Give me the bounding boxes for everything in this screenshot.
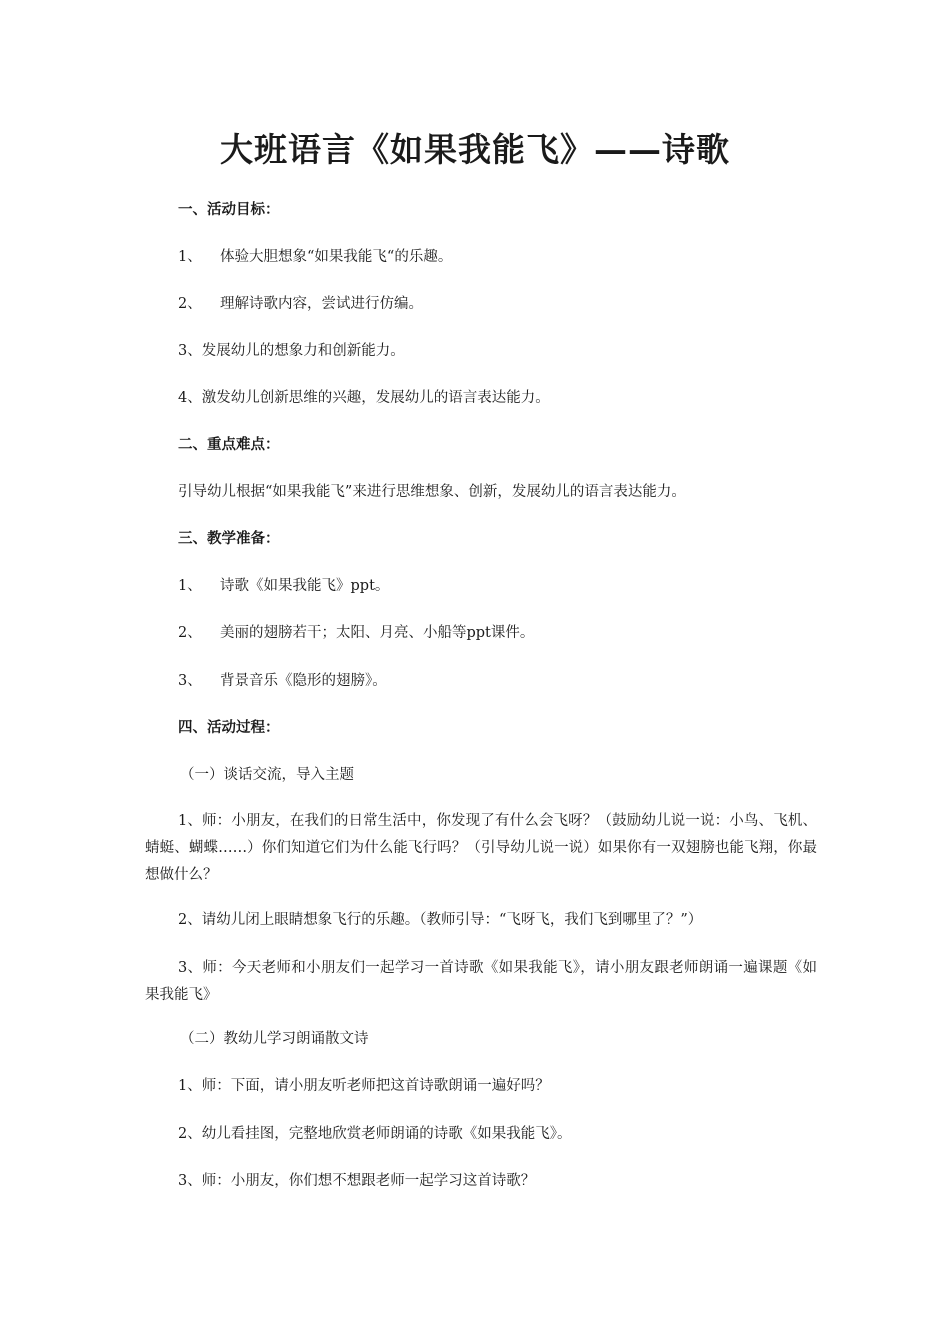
process-part1-heading: （一）谈话交流，导入主题 — [180, 767, 354, 783]
process-part1-paragraph-2: 2、请幼儿闭上眼睛想象飞行的乐趣。（教师引导：“飞呀飞，我们飞到哪里了？”） — [178, 912, 703, 928]
process-part2-paragraph-1: 1、师：下面，请小朋友听老师把这首诗歌朗诵一遍好吗？ — [178, 1078, 550, 1094]
process-part2-heading: （二）教幼儿学习朗诵散文诗 — [180, 1031, 369, 1047]
goal-item-3: 3、发展幼儿的想象力和创新能力。 — [178, 343, 405, 359]
preparation-item-1-number: 1、 — [178, 578, 202, 594]
goals-heading: 一、活动目标： — [178, 201, 280, 218]
preparation-item-2-text: 美丽的翅膀若干；太阳、月亮、小船等ppt课件。 — [220, 625, 535, 641]
goal-item-2-text: 理解诗歌内容，尝试进行仿编。 — [220, 296, 423, 312]
process-part2-paragraph-3: 3、师：小朋友，你们想不想跟老师一起学习这首诗歌？ — [178, 1173, 536, 1189]
preparation-heading: 三、教学准备： — [178, 530, 280, 547]
key-points-text: 引导幼儿根据“如果我能飞”来进行思维想象、创新，发展幼儿的语言表达能力。 — [178, 484, 686, 500]
preparation-item-3 — [178, 671, 387, 691]
preparation-item-1 — [178, 576, 389, 596]
goal-item-1 — [178, 247, 452, 267]
process-part2-paragraph-2: 2、幼儿看挂图，完整地欣赏老师朗诵的诗歌《如果我能飞》。 — [178, 1126, 572, 1142]
key-points-heading: 二、重点难点： — [178, 436, 280, 453]
process-heading: 四、活动过程： — [178, 719, 280, 736]
goal-item-2 — [178, 294, 423, 314]
document-title: 大班语言《如果我能飞》——诗歌 — [220, 130, 730, 169]
goal-item-4: 4、激发幼儿创新思维的兴趣，发展幼儿的语言表达能力。 — [178, 390, 550, 406]
goal-item-1-text: 体验大胆想象“如果我能飞“的乐趣。 — [220, 249, 453, 265]
preparation-item-2-number: 2、 — [178, 625, 202, 641]
preparation-item-3-number: 3、 — [178, 673, 202, 689]
process-part1-paragraph-1: 1、师：小朋友，在我们的日常生活中，你发现了有什么会飞呀？（鼓励幼儿说一说：小鸟、飞机、蜻蜓、蝴蝶……）你们知道它们为什么能飞行吗？（引导幼儿说一说）如果你有一双翅膀也能飞翔，你最想做什么？ — [145, 813, 817, 883]
goal-item-1-number: 1、 — [178, 249, 202, 265]
goal-item-2-number: 2、 — [178, 296, 202, 312]
process-part1-paragraph-3: 3、师：今天老师和小朋友们一起学习一首诗歌《如果我能飞》，请小朋友跟老师朗诵一遍课题《如果我能飞》 — [145, 960, 817, 1003]
preparation-item-2 — [178, 623, 534, 643]
preparation-item-1-text: 诗歌《如果我能飞》ppt。 — [220, 578, 390, 594]
preparation-item-3-text: 背景音乐《隐形的翅膀》。 — [220, 673, 387, 689]
